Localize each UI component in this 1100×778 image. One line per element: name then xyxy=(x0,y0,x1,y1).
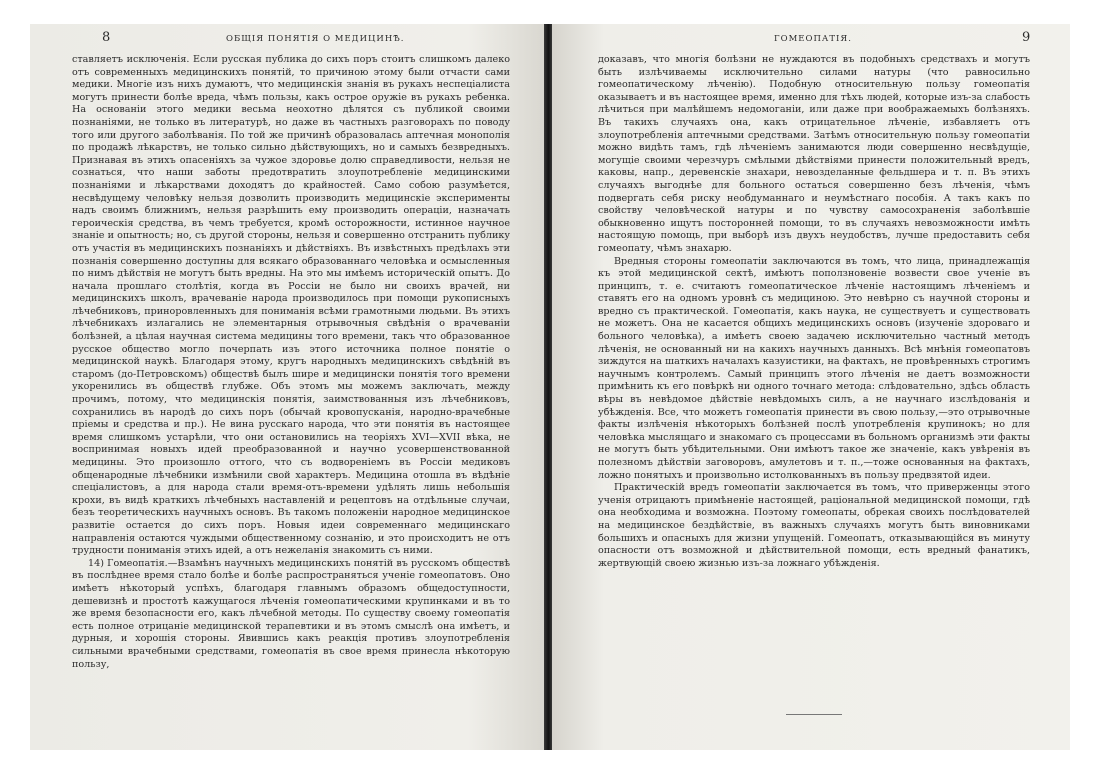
left-running-header: ОБЩІЯ ПОНЯТІЯ О МЕДИЦИНѢ. xyxy=(226,34,405,44)
left-paragraph-1: ставляетъ исключенія. Если русская публика до сихъ поръ стоитъ слишкомъ далеко отъ современныхъ медицинскихъ понятій, то причиною этому были отчасти сами медики. Многіе изъ нихъ думаютъ, что медицинскія знанія въ рукахъ неспеціалиста могутъ принести болѣе вреда, чѣмъ пользы, какъ острое оружіе въ рукахъ ребенка. На основаніи этого медики весьма неохотно дѣлятся съ публикой своими познаніями, не только въ литературѣ, но даже въ частныхъ разговорахъ по поводу того или другого заболѣванія. По той же причинѣ образовалась аптечная монополія по продажѣ лѣкарствъ, не только сильно дѣйствующихъ, но и самыхъ безвредныхъ. Признавая въ этихъ опасеніяхъ за чужое здоровье долю справедливости, нельзя не сознаться, что наши заботы предотвратить злоупотребленіе медицинскими познаніями и лѣкарствами доходятъ до крайностей. Само собою разумѣется, несвѣдущему человѣку нельзя дозволить производить медицинскіе эксперименты надъ своимъ ближнимъ, нельзя разрѣшить ему производить операціи, назначать героическія средства, въ чемъ требуется, кромѣ осторожности, истинное научное знаніе и опытность; но, съ другой стороны, нельзя и совершенно отстранить публику отъ участія въ медицинскихъ познаніяхъ и дѣйствіяхъ. Въ извѣстныхъ предѣлахъ эти познанія совершенно доступны для всякаго образованнаго человѣка и осмысленныя по нимъ дѣйствія не могутъ быть вредны. На это мы имѣемъ историческій опытъ. До начала прошлаго столѣтія, когда въ Россіи не было ни своихъ врачей, ни медицинскихъ школъ, врачеваніе народа производилось при помощи рукописныхъ лѣчебниковъ, приноровленныхъ для пониманія всѣми грамотными людьми. Въ этихъ лѣчебникахъ излагались не элементарныя отрывочныя свѣдѣнія о врачеваніи болѣзней, а цѣлая научная система медицины того времени, такъ что образованное русское общество могло почерпать изъ этого источника полное понятіе о медицинской наукѣ. Благодаря этому, кругъ народныхъ медицинскихъ свѣдѣній въ старомъ (до-Петровскомъ) обществѣ былъ шире и медицински понятія того времени укоренились въ обществѣ глубже. Объ этомъ мы можемъ заключать, между прочимъ, потому, что медицинскія понятія, заимствованныя изъ лѣчебниковъ, сохранились въ народѣ до сихъ поръ (обычай кровопусканія, народно-врачебные пріемы и средства и пр.). Не вина русскаго народа, что эти понятія въ настоящее время слишкомъ устарѣли, что они остановились на теоріяхъ XVI—XVII вѣка, не воспринимая новыхъ идей преобразованной и научно усовершенствованной медицины. Это произошло оттого, что съ водвореніемъ въ Россіи медиковъ общенародные лѣчебники измѣнили свой характеръ. Медицина отошла въ вѣдѣніе спеціалистовъ, а для народа стали время-отъ-времени удѣлять лишь небольшія крохи, въ видѣ краткихъ лѣчебныхъ наставленій и рецептовъ на отдѣльные случаи, безъ теоретическихъ научныхъ основъ. Въ такомъ положеніи народное медицинское развитіе остается до сихъ поръ. Новыя идеи современнаго медицинскаго направленія остаются чуждыми общественному сознанію, и это происходитъ не отъ трудности пониманія этихъ идей, а отъ нежеланія знакомить съ ними. xyxy=(72,54,510,557)
left-paragraph-2: 14) Гомеопатія.—Взамѣнъ научныхъ медицинскихъ понятій въ русскомъ обществѣ въ послѣднее время стало болѣе и болѣе распространяться ученіе гомеопатовъ. Оно имѣетъ нѣкоторый успѣхъ, благодаря главнымъ образомъ общедоступности, дешевизнѣ и простотѣ кажущагося лѣченія гомеопатическими крупинками и въ то же время безопасности его, какъ лѣчебной методы. По существу своему гомеопатія есть полное отрицаніе медицинской терапевтики и въ этомъ смыслѣ она имѣетъ, и дурныя, и хорошія стороны. Явившись какъ реакція противъ злоупотребленія сильными врачебными средствами, гомеопатія въ свое время принесла нѣкоторую пользу, xyxy=(72,557,510,670)
left-page xyxy=(30,24,545,750)
left-page-number: 8 xyxy=(102,30,111,45)
right-page-number: 9 xyxy=(1022,30,1031,45)
right-paragraph-3: Практическій вредъ гомеопатіи заключается въ томъ, что приверженцы этого ученія отрицаютъ примѣненіе настоящей, раціональной медицинской помощи, гдѣ она необходима и возможна. Поэтому гомеопаты, обрекая своихъ послѣдователей на медицинское бездѣйствіе, въ важныхъ случаяхъ могутъ быть виновниками большихъ и опасныхъ для жизни упущеній. Гомеопатъ, отказывающійся въ минуту опасности отъ возможной и дѣйствительной помощи, есть вредный фанатикъ, жертвующій своею жизнью изъ-за ложнаго убѣжденія. xyxy=(598,482,1030,569)
right-paragraph-1: доказавъ, что многія болѣзни не нуждаются въ подобныхъ средствахъ и могутъ быть излѣчиваемы исключительно силами натуры (что равносильно гомеопатическому лѣченію). Подобную относительную пользу гомеопатія оказываетъ и въ настоящее время, именно для тѣхъ людей, которые изъ-за слабость лѣчиться при малѣйшемъ недомоганіи, или даже при воображаемыхъ болѣзняхъ. Въ такихъ случаяхъ она, какъ отрицательное лѣченіе, избавляетъ отъ злоупотребленія аптечными средствами. Затѣмъ относительную пользу гомеопатіи можно видѣть тамъ, гдѣ лѣченіемъ занимаются люди совершенно несвѣдущіе, могущіе своими черезчуръ смѣлыми дѣйствіями принести положительный вредъ, каковы, напр., деревенскіе знахари, невозделанные фельдшера и т. п. Въ этихъ случаяхъ выгоднѣе для больного остаться совершенно безъ лѣченія, чѣмъ подвергать себя риску необдуманнаго и неумѣстнаго пособія. А такъ какъ по свойству человѣческой натуры и по чувству самосохраненія заболѣвшіе обыкновенно ищутъ посторонней помощи, то въ случаяхъ невозможности имѣть настоящую помощь, при выборѣ изъ двухъ неудобствъ, лучше предоставить себя гомеопату, чѣмъ знахарю. xyxy=(598,54,1030,254)
right-running-header: ГОМЕОПАТІЯ. xyxy=(774,34,852,44)
left-page-text xyxy=(72,54,510,671)
right-page xyxy=(552,24,1070,750)
right-page-text xyxy=(598,54,1030,570)
end-rule xyxy=(786,714,842,715)
right-paragraph-2: Вредныя стороны гомеопатіи заключаются въ томъ, что лица, принадлежащія къ этой медицинской сектѣ, имѣютъ поползновеніе возвести свое ученіе въ принципъ, т. е. считаютъ гомеопатическое лѣченіе настоящимъ лѣченіемъ и ставятъ его на одномъ уровнѣ съ медициною. Это невѣрно съ научной стороны и вредно съ практической. Гомеопатія, какъ наука, не существуетъ и существовать не можетъ. Она не касается общихъ медицинскихъ основъ (изученіе здороваго и больного человѣка), а имѣетъ своею задачею исключительно частный методъ лѣченія, не основанный ни на какихъ научныхъ данныхъ. Всѣ мнѣнія гомеопатовъ зиждутся на шаткихъ началахъ казуистики, на фактахъ, не провѣренныхъ строгимъ научнымъ контролемъ. Самый принципъ этого лѣченія не даетъ возможности примѣнить къ его повѣркѣ ни одного точнаго метода: слѣдовательно, здѣсь область вѣры въ невѣдомое дѣйствіе невѣдомыхъ силъ, а не научнаго изслѣдованія и убѣжденія. Все, что можетъ гомеопатія принести въ свою пользу,—это отрывочные факты излѣченія нѣкоторыхъ болѣзней послѣ употребленія крупинокъ; но для человѣка мыслящаго и знакомаго съ процессами въ больномъ организмѣ эти факты не могутъ быть убѣдительными. Они имѣютъ такое же значеніе, какъ увѣренія въ полезномъ дѣйствіи заговоровъ, амулетовъ и т. п.,—тоже основанныя на фактахъ, ложно понятыхъ и произвольно истолкованныхъ въ пользу предвзятой идеи. xyxy=(598,255,1030,481)
book-spread xyxy=(30,24,1070,750)
